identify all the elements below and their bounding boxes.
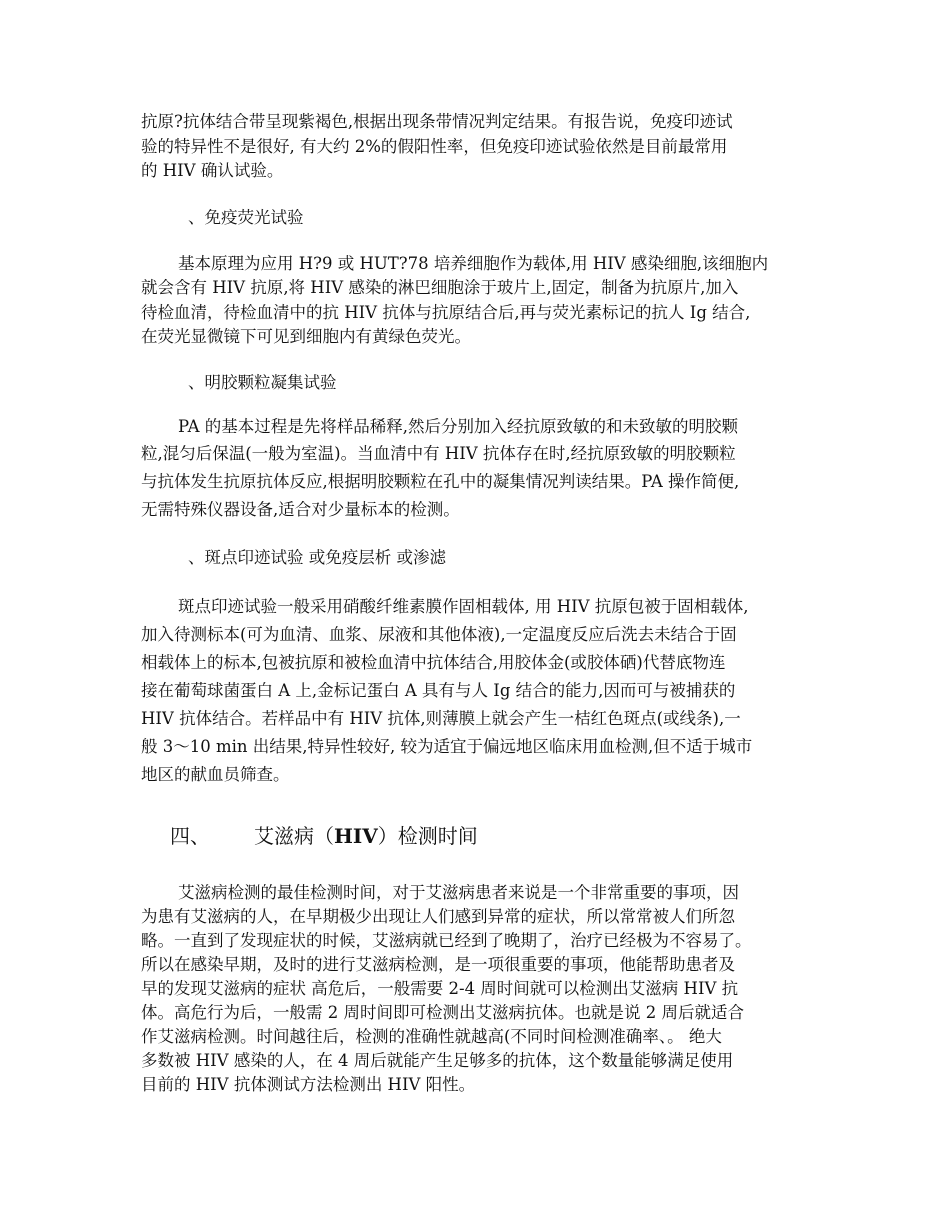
paragraph-line: 多数被 HIV 感染的人，在 4 周后就能产生足够多的抗体，这个数量能够满足使用 (141, 1051, 734, 1070)
paragraph-line: PA 的基本过程是先将样品稀释,然后分别加入经抗原致敏的和未致敏的明胶颗 (178, 417, 738, 436)
paragraph-line: 地区的献血员筛查。 (141, 765, 290, 784)
paragraph-line: 略。一直到了发现症状的时候，艾滋病就已经到了晚期了，治疗已经极为不容易了。 (141, 931, 752, 950)
chapter-heading (170, 824, 478, 848)
paragraph-line: 早的发现艾滋病的症状 高危后，一般需要 2-4 周时间就可以检测出艾滋病 HIV 抗 (141, 979, 739, 998)
paragraph-line: 斑点印迹试验一般采用硝酸纤维素膜作固相载体, 用 HIV 抗原包被于固相载体, (178, 597, 749, 616)
paragraph-line: 基本原理为应用 H?9 或 HUT?78 培养细胞作为载体,用 HIV 感染细胞,该细胞内 (178, 254, 769, 273)
paragraph-line: 的 HIV 确认试验。 (141, 161, 284, 180)
paragraph-line: 就会含有 HIV 抗原,将 HIV 感染的淋巴细胞涂于玻片上,固定，制备为抗原片,加入 (141, 278, 739, 297)
paragraph-line: 加入待测标本(可为血清、血浆、尿液和其他体液),一定温度反应后洗去未结合于固 (141, 625, 737, 644)
paragraph-line: 无需特殊仪器设备,适合对少量标本的检测。 (141, 500, 460, 519)
paragraph-line: 目前的 HIV 抗体测试方法检测出 HIV 阳性。 (141, 1075, 476, 1094)
chapter-title-post: ）检测时间 (377, 824, 478, 848)
paragraph-line: 作艾滋病检测。时间越往后，检测的准确性就越高(不同时间检测准确率、。 绝大 (141, 1027, 722, 1046)
chapter-number: 四、 (170, 824, 210, 848)
section-heading-immunofluorescence: 、免疫荧光试验 (188, 208, 304, 227)
paragraph-line: 相载体上的标本,包被抗原和被检血清中抗体结合,用胶体金(或胶体硒)代替底物连 (141, 653, 726, 672)
paragraph-line: 般 3～10 min 出结果,特异性较好, 较为适宜于偏远地区临床用血检测,但不适于城市 (141, 737, 753, 756)
paragraph-line: 艾滋病检测的最佳检测时间，对于艾滋病患者来说是一个非常重要的事项，因 (178, 883, 739, 902)
paragraph-line: 粒,混匀后保温(一般为室温)。当血清中有 HIV 抗体存在时,经抗原致敏的明胶颗粒 (141, 444, 736, 463)
chapter-title-bold: HIV (334, 824, 378, 848)
paragraph-line: 与抗体发生抗原抗体反应,根据明胶颗粒在孔中的凝集情况判读结果。PA 操作简便, (141, 472, 740, 491)
paragraph-line: 待检血清，待检血清中的抗 HIV 抗体与抗原结合后,再与荧光素标记的抗人 Ig 结合, (141, 303, 751, 322)
paragraph-line: 验的特异性不是很好, 有大约 2%的假阳性率，但免疫印迹试验依然是目前最常用 (141, 137, 728, 156)
paragraph-line: 接在葡萄球菌蛋白 A 上,金标记蛋白 A 具有与人 Ig 结合的能力,因而可与被捕获的 (141, 681, 736, 700)
paragraph-line: HIV 抗体结合。若样品中有 HIV 抗体,则薄膜上就会产生一桔红色斑点(或线条),一 (141, 709, 741, 728)
paragraph-line: 抗原?抗体结合带呈现紫褐色,根据出现条带情况判定结果。有报告说，免疫印迹试 (141, 112, 733, 131)
paragraph-line: 为患有艾滋病的人，在早期极少出现让人们感到异常的症状，所以常常被人们所忽 (141, 907, 735, 926)
paragraph-line: 所以在感染早期，及时的进行艾滋病检测，是一项很重要的事项，他能帮助患者及 (141, 955, 735, 974)
paragraph-line: 在荧光显微镜下可见到细胞内有黄绿色荧光。 (141, 327, 471, 346)
chapter-title-pre: 艾滋病（ (254, 824, 334, 848)
section-heading-gelatin-agglutination: 、明胶颗粒凝集试验 (188, 373, 337, 392)
section-heading-dot-blot: 、斑点印迹试验 或免疫层析 或渗滤 (188, 548, 446, 567)
paragraph-line: 体。高危行为后，一般需 2 周时间即可检测出艾滋病抗体。也就是说 2 周后就适合 (141, 1003, 744, 1022)
